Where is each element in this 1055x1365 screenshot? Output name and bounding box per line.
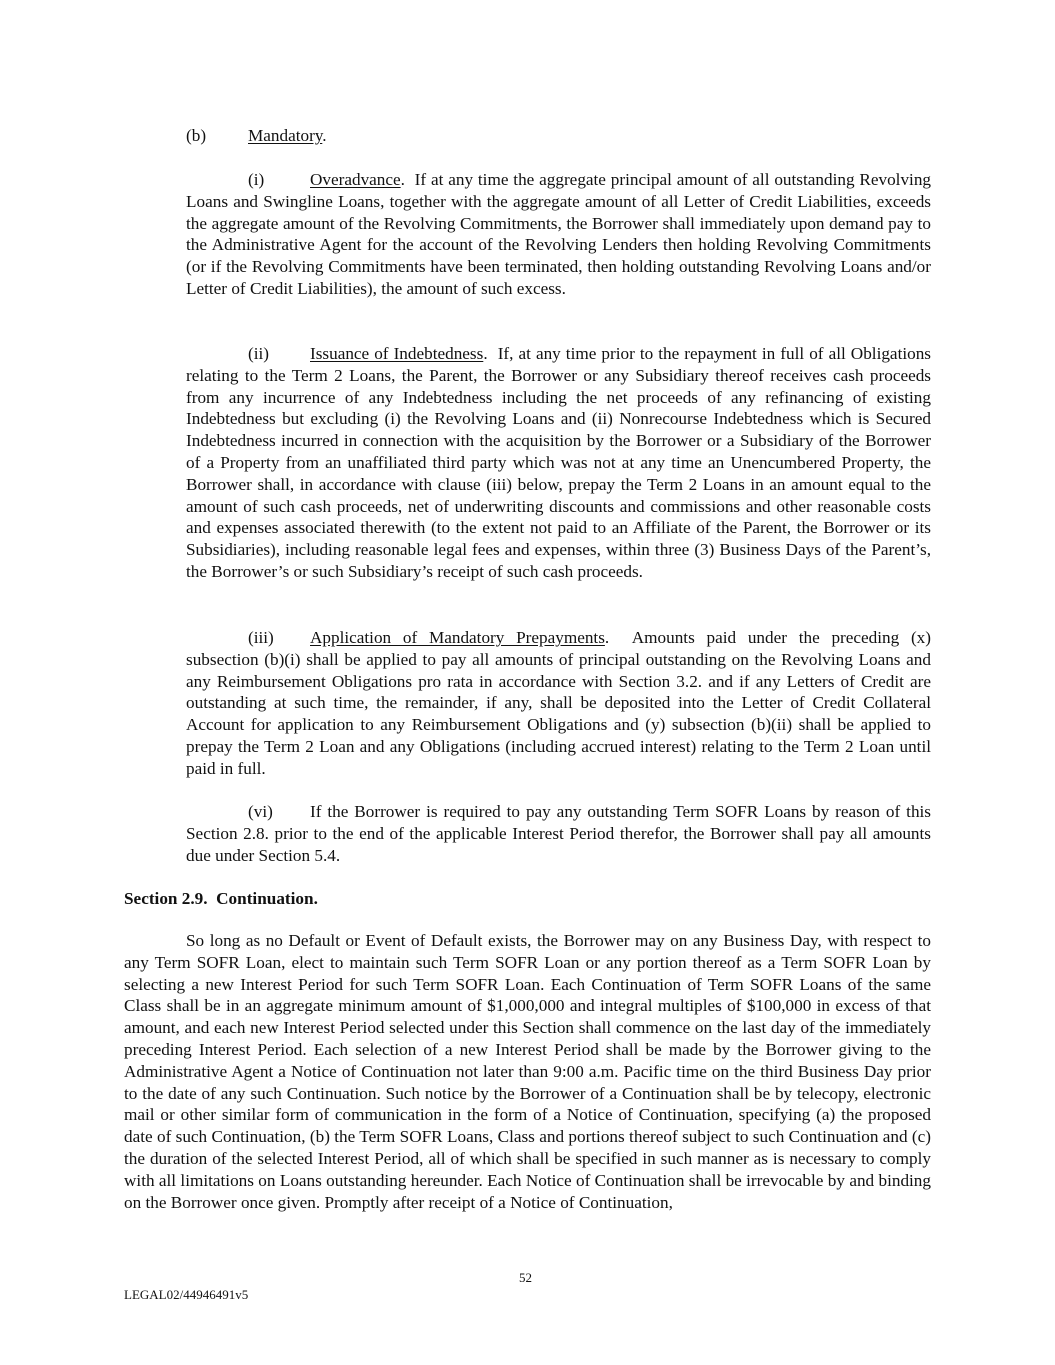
clause-i-label: (i)	[248, 170, 265, 189]
clause-vi-label: (vi)	[248, 802, 273, 821]
clause-ii-paragraph: (ii) Issuance of Indebtedness. If, at any time prior to the repayment in full of all Obligations relating to the Term 2 Loans, the Parent, the Borrower or any Subsidiary thereof receives cash proceeds from any incurrence of any Indebtedness including the net proceeds of any refinancing of existing Indebtedness but excluding (i) the Revolving Loans and (ii) Nonrecourse Indebtedness which is Secured Indebtedness incurred in connection with the acquisition by the Borrower or a Subsidiary of the Borrower of a Property from an unaffiliated third party which was not at any time an Unencumbered Property, the Borrower shall, in accordance with clause (iii) below, prepay the Term 2 Loans in an amount equal to the amount of such cash proceeds, net of underwriting discounts and commissions and other reasonable costs and expenses associated therewith (to the extent not paid to an Affiliate of the Parent, the Borrower or its Subsidiaries), including reasonable legal fees and expenses, within three (3) Business Days of the Parent’s, the Borrower’s or such Subsidiary’s receipt of such cash proceeds.	[186, 344, 931, 581]
page-number: 52	[519, 1270, 532, 1285]
subsection-b-heading	[186, 125, 327, 147]
section-2-9-body	[124, 930, 931, 1213]
subsection-b-title: Mandatory	[248, 126, 323, 145]
subsection-b-label: (b)	[186, 126, 207, 145]
clause-ii-label: (ii)	[248, 344, 269, 363]
clause-iii-title: Application of Mandatory Prepayments	[310, 628, 605, 647]
clause-ii-text: If, at any time prior to the repayment in full of all Obligations relating to the Term 2 Loans, the Parent, the Borrower or any Subsidiary thereof receives cash proceeds from any incurrence of any Indebtedness including the net proceeds of any refinancing of existing Indebtedness but excluding (i) the Revolving Loans and (ii) Nonrecourse Indebtedness which is Secured Indebtedness incurred in connection with the acquisition by the Borrower or a Subsidiary of the Borrower of a Property from an unaffiliated third party which was not at any time an Unencumbered Property, the Borrower shall, in accordance with clause (iii) below, prepay the Term 2 Loans in an amount equal to the amount of such cash proceeds, net of underwriting discounts and commissions and other reasonable costs and expenses associated therewith (to the extent not paid to an Affiliate of the Parent, the Borrower or its Subsidiaries), including reasonable legal fees and expenses, within three (3) Business Days of the Parent’s, the Borrower’s or such Subsidiary’s receipt of such cash proceeds.	[186, 344, 931, 581]
clause-iii-label: (iii)	[248, 628, 274, 647]
clause-i-title: Overadvance	[310, 170, 401, 189]
section-2-9-heading: Section 2.9. Continuation.	[124, 889, 318, 908]
clause-i-paragraph: (i) Overadvance. If at any time the aggregate principal amount of all outstanding Revolving Loans and Swingline Loans, together with the aggregate amount of all Letter of Credit Liabilities, exceeds the aggregate amount of the Revolving Commitments, the Borrower shall immediately upon demand pay to the Administrative Agent for the account of the Revolving Lenders then holding Revolving Commitments (or if the Revolving Commitments have been terminated, then holding outstanding Revolving Loans and/or Letter of Credit Liabilities), the amount of such excess.	[186, 170, 932, 298]
document-id: LEGAL02/44946491v5	[124, 1287, 249, 1302]
section-2-9-text: So long as no Default or Event of Default exists, the Borrower may on any Business Day, with respect to any Term SOFR Loan, elect to maintain such Term SOFR Loan or any portion thereof as a Term SOFR Loan by selecting a new Interest Period for such Term SOFR Loan. Each Continuation of Term SOFR Loans of the same Class shall be in an aggregate minimum amount of $1,000,000 and integral multiples of $100,000 in excess of that amount, and each new Interest Period selected under this Section shall commence on the last day of the immediately preceding Interest Period. Each selection of a new Interest Period shall be made by the Borrower giving to the Administrative Agent a Notice of Continuation not later than 9:00 a.m. Pacific time on the third Business Day prior to the date of any such Continuation. Such notice by the Borrower of a Continuation shall be by telecopy, electronic mail or other similar form of communication in the form of a Notice of Continuation, specifying (a) the proposed date of such Continuation, (b) the Term SOFR Loans, Class and portions thereof subject to such Continuation and (c) the duration of the selected Interest Period, all of which shall be specified in such manner as is necessary to comply with all limitations on Loans outstanding hereunder. Each Notice of Continuation shall be irrevocable by and binding on the Borrower once given. Promptly after receipt of a Notice of Continuation,	[124, 931, 931, 1212]
clause-vi-text: If the Borrower is required to pay any outstanding Term SOFR Loans by reason of this Section 2.8. prior to the end of the applicable Interest Period therefor, the Borrower shall pay all amounts due under Section 5.4.	[186, 802, 931, 865]
subsection-b-title-suffix: .	[322, 126, 327, 145]
clause-i-text: If at any time the aggregate principal amount of all outstanding Revolving Loans and Swingline Loans, together with the aggregate amount of all Letter of Credit Liabilities, exceeds the aggregate amount of the Revolving Commitments, the Borrower shall immediately upon demand pay to the Administrative Agent for the account of the Revolving Lenders then holding Revolving Commitments (or if the Revolving Commitments have been terminated, then holding outstanding Revolving Loans and/or Letter of Credit Liabilities), the amount of such excess.	[186, 170, 932, 298]
clause-iii-text: Amounts paid under the preceding (x) subsection (b)(i) shall be applied to pay all amounts of principal outstanding on the Revolving Loans and any Reimbursement Obligations pro rata in accordance with Section 3.2. and if any Letters of Credit are outstanding at such time, the remainder, if any, shall be deposited into the Letter of Credit Collateral Account for application to any Reimbursement Obligations and (y) subsection (b)(ii) shall be applied to prepay the Term 2 Loan and any Obligations (including accrued interest) relating to the Term 2 Loan until paid in full.	[186, 628, 931, 778]
clause-iii-paragraph: (iii) Application of Mandatory Prepayments. Amounts paid under the preceding (x) subsection (b)(i) shall be applied to pay all amounts of principal outstanding on the Revolving Loans and any Reimbursement Obligations pro rata in accordance with Section 3.2. and if any Letters of Credit are outstanding at such time, the remainder, if any, shall be deposited into the Letter of Credit Collateral Account for application to any Reimbursement Obligations and (y) subsection (b)(ii) shall be applied to prepay the Term 2 Loan and any Obligations (including accrued interest) relating to the Term 2 Loan until paid in full.	[186, 628, 931, 778]
clause-vi-paragraph	[186, 801, 931, 866]
clause-ii-title: Issuance of Indebtedness	[310, 344, 484, 363]
